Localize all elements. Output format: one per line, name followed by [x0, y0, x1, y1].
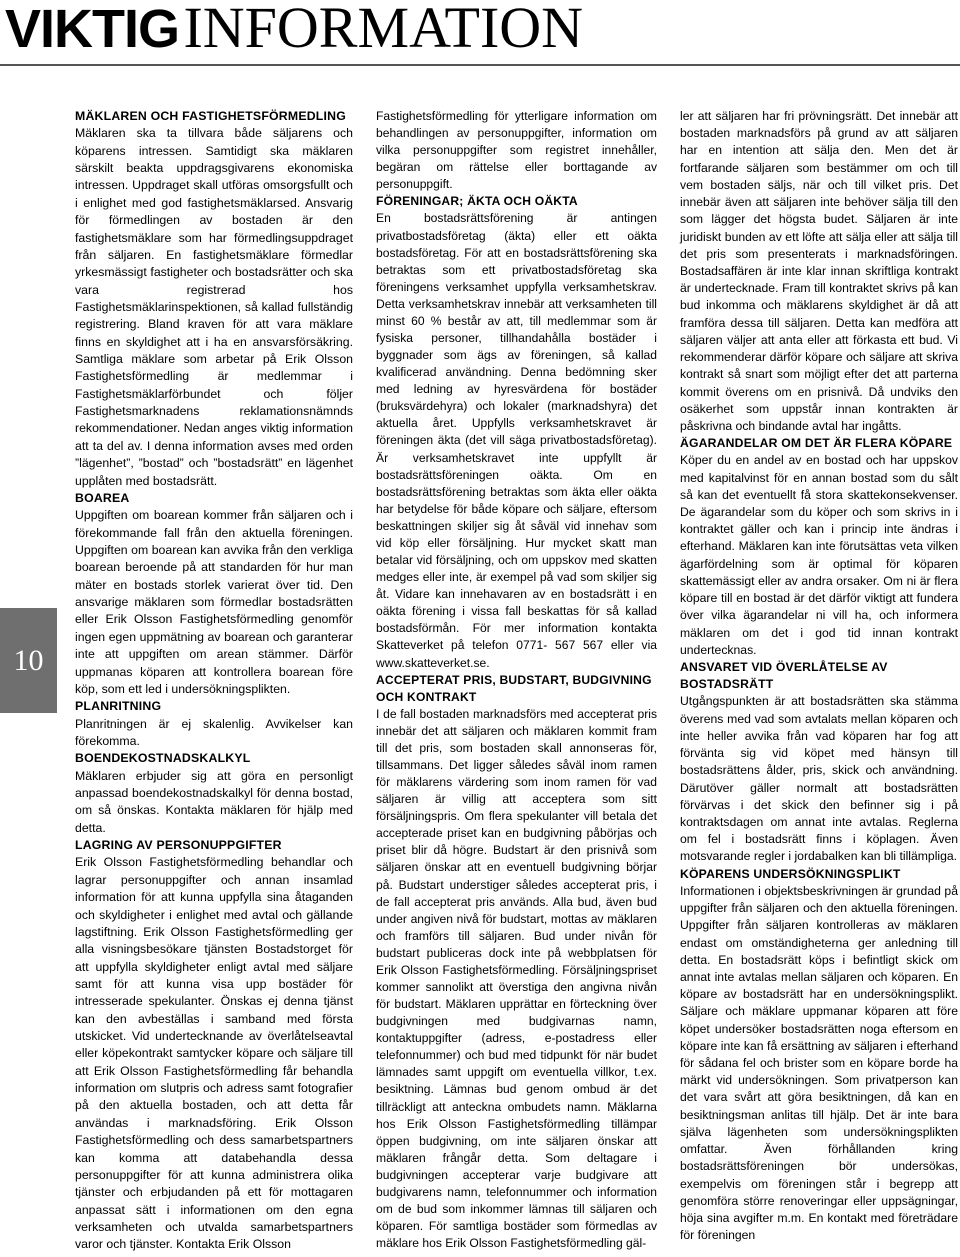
body-paragraph: ler att säljaren har fri prövningsrätt. Det innebär att bostaden marknadsförs på grund av att säljaren har en intention att sälja den. Men det är fortfarande säljaren som bestämmer om och till vem bostaden säljs, när och till vilket pris. Det innebär även att säljaren inte behöver sälja till den som lägger det högsta budet. Säljaren är inte juridiskt bunden av ett löfte att sälja eller att sälja till det pris som presenterats i marknadsföringen. Bostadsaffären är inte klar innan skriftliga kontrakt är undertecknade. Fram till kontraktet skrivs på kan bud inkomma och mäklarens skyldighet är då att framföra dessa till säljaren. Detta kan medföra att säljaren väljer att anta eller att förkasta ett bud. Vi rekommenderar därför köpare och säljare att skriva kontrakt så snart som möjligt efter det att parterna kommit överens om en prisnivå. Då undviks den osäkerhet som uppstår innan kontrakten är påskrivna och bindande avtal har ingåtts.	[680, 109, 958, 433]
body-paragraph: En bostadsrättsförening är antingen privatbostadsföretag (äkta) eller ett oäkta bostadsföretag. För att en bostadsrättsförening ska betraktas som ett privatbostadsföretag ska föreningens verksamhet uppfylla verksamhetskrav. Detta verksamhetskrav innebär att verksamheten till minst 60 % består av att, till medlemmar som är fysiska personer, tillhandahålla bostäder i byggnader som ägs av föreningen, så kallad kvalificerad användning. Denna bedömning sker med ledning av hyresvärdena för bostäder (bruksvärdehyra) och lokaler (marknadshyra) det aktuella året. Uppfylls verksamhetskravet är föreningen äkta (det vill säga privatbostadsföretag). Är verksamhetskravet inte uppfyllt är bostadsrättsföreningen oäkta. Om en bostadsrättsförening betraktas som äkta eller oäkta har betydelse för både köpare och säljare, eftersom beskattningen skiljer sig åt såväl vid innehav som vid köp eller försäljning. Hur mycket skatt man betalar vid försäljning, och om uppskov med skatten medges eller inte, är exempel på vad som skiljer sig åt. Vidare kan innehavaren av en bostadsrätt i en oäkta förening i vissa fall beskattas för så kallad bostadsförmån. För mer information kontakta Skatteverket på telefon 0771- 567 567 eller via www.skatteverket.se.	[376, 211, 657, 670]
body-paragraph: Mäklaren erbjuder sig att göra en personligt anpassad boendekostnadskalkyl för denna bostad, om så önskas. Kontakta mäklaren för hjälp med detta.	[75, 768, 353, 835]
text-column-1	[75, 108, 353, 1254]
body-paragraph: Fastighetsförmedling för ytterligare information om behandlingen av personuppgifter, information om vilka personuppgifter som registret innehåller, begäran om rättelse eller borttagande av personuppgift.	[376, 109, 657, 192]
body-paragraph: Köper du en andel av en bostad och har uppskov med kapitalvinst för en annan bostad som du sålt så kan det eventuellt få stora skattekonsekvenser. De ägarandelar som du köper och som skrivs in i kontraktet gäller och kan i princip inte ändras i efterhand. Mäklaren kan inte förutsättas veta vilken ägarfördelning som är optimal för köparen skattemässigt eller av andra orsaker. Om ni är flera köpare till en bostad är det därför viktigt att fundera över vilka ägarandelar ni vill ha, och informera mäklaren om det i god tid innan kontrakt undertecknas.	[680, 453, 958, 657]
body-paragraph: Planritningen är ej skalenlig. Avvikelser kan förekomma.	[75, 716, 353, 748]
section-heading: BOAREA	[75, 490, 130, 505]
section-heading: ANSVARET VID ÖVERLÅTELSE AV BOSTADSRÄTT	[680, 660, 888, 692]
section-heading: PLANRITNING	[75, 699, 162, 714]
body-paragraph: I de fall bostaden marknadsförs med accepterat pris innebär det att säljaren och mäklaren kommit fram till det pris, som bostaden skall annonseras för, tillsammans. Det ligger således såväl inom ramen för mäklarens värdering som inom ramen för vad säljaren är villig att acceptera som sitt försäljningspris. Om flera spekulanter vill betala det accepterade priset kan en budgivning påbörjas och priset blir då högre. Budstart är den prisnivå som säljaren önskar att en eventuell budgivning börjar på. Budstart understiger således accepterat pris, i de fall accepterat pris används. Alla bud, även bud under angiven nivå för budstart, mottas av mäklaren och framförs till säljaren. Bud under nivån för budstart publiceras dock inte på webbplatsen för Erik Olsson Fastighetsförmedling. Försäljningspriset kommer sannolikt att överstiga den angivna nivån för budstart. Mäklaren upprättar en förteckning över budgivningen med budgivarnas namn, kontaktuppgifter (adress, e-postadress eller telefonnummer) och bud med tidpunkt för när budet lämnades samt uppgift om eventuella villkor, t.ex. besiktning. Lämnas bud genom ombud är det tillräckligt att anteckna ombudets namn. Mäklarna hos Erik Olsson Fastighetsförmedling tillämpar öppen budgivning, om inte säljaren önskar att mäklaren frångår detta. Som deltagare i budgivningen accepterar varje budgivare att budgivarens namn, telefonnummer och information om de bud som inkommer lämnas till säljaren och köparen. För samtliga bostäder som förmedlas av mäklare hos Erik Olsson Fastighetsförmedling gäl-	[376, 706, 657, 1251]
body-paragraph: Informationen i objektsbeskrivningen är grundad på uppgifter från säljaren och den aktuella föreningen. Uppgifter från säljaren kontrolleras av mäklaren endast om omständigheterna ger anledning till detta. En bostadsrätt köps i befintligt skick om annat inte avtalas mellan säljaren och köparen. En köpare av bostadsrätt har en undersökningsplikt. Säljare och mäklare uppmanar köparen att före köpet undersöker bostadsrätten noga eftersom en köpare inte kan få ersättning av säljaren i efterhand för sådana fel och brister som en köpare borde ha märkt vid undersökningen. Som privatperson kan det vara svårt att göra besiktningen, då kan en besiktningsman anlitas till hjälp. Det är inte bara själva lägenheten som undersökningsplikten omfattar. Även förhållanden kring bostadsrättsföreningen bör undersökas, exempelvis om föreningen står i begrepp att genomföra större renoveringar eller uppsägningar, höja sina avgifter m.m. En kontakt med företrädare för föreningen	[680, 883, 958, 1243]
section-heading: KÖPARENS UNDERSÖKNINGSPLIKT	[680, 866, 901, 881]
section-heading: LAGRING AV PERSONUPPGIFTER	[75, 838, 282, 853]
page-header	[0, 0, 960, 62]
body-paragraph: Mäklaren ska ta tillvara både säljarens och köparens intressen. Samtidigt ska mäklaren särskilt beakta uppdragsgivarens ekonomiska intressen. Uppdraget skall utföras omsorgsfullt och i enlighet med god fastighetsmäklarsed. Ansvarig för förmedlingen av bostaden är den fastighetsmäklare som har förmedlingsuppdraget från säljaren. En fastighetsmäklare förmedlar yrkesmässigt fastigheter och bostadsrätter och ska vara registrerad hos Fastighetsmäklarinspektionen, så kallad fullständig registrering. Bland kraven för att vara mäklare finns en skyldighet att i ha en ansvarsförsäkring. Samtliga mäklare som arbetar på Erik Olsson Fastighetsförmedling är medlemmar i Fastighetsmäklarförbundet och följer Fastighetsmarknadens reklamationsnämnds rekommendationer. Nedan anges viktig information att ta del av. I denna information avses med orden ”lägenhet”, ”bostad” och ”bostadsrätt” en lägenhet upplåten med bostadsrätt.	[75, 126, 353, 488]
page-number: 10	[13, 644, 44, 677]
section-heading: BOENDEKOSTNADSKALKYL	[75, 751, 251, 766]
text-column-3	[680, 108, 958, 1244]
title-bold: VIKTIG	[5, 0, 180, 59]
body-paragraph: Uppgiften om boarean kommer från säljaren och i förekommande fall från den aktuella föreningen. Uppgiften om boarean kan avvika från den verkliga boarean beroende på att standarden för hur man mäter en bostads storlek varierat över tid. Den ansvarige mäklaren som förmedlar bostadsrätten eller Erik Olsson Fastighetsförmedling genomför ingen egen uppmätning av boarean och garanterar inte att uppgiften om arean stämmer. Därför uppmanas köparen att kontrollera boarean före köp, som ett led i undersökningsplikten.	[75, 508, 353, 696]
section-heading: FÖRENINGAR; ÄKTA OCH OÄKTA	[376, 194, 578, 209]
header-rule	[0, 64, 960, 66]
text-column-2	[376, 108, 657, 1252]
section-heading: ACCEPTERAT PRIS, BUDSTART, BUDGIVNING OCH KONTRAKT	[376, 672, 652, 704]
body-paragraph: Utgångspunkten är att bostadsrätten ska stämma överens med vad som avtalats mellan köparen och inte heller avvika från vad köparen har fog att förvänta sig vid köpet med hänsyn till bostadsrättens ålder, pris, skick och användning. Därutöver gäller normalt att bostadsrätten förvärvas i det skick den befinner sig i på kontraktsdagen om annat inte avtalas. Reglerna om fel i bostadsrätt finns i köplagen. Även motsvarande regler i jordabalken kan bli tillämpliga.	[680, 694, 958, 864]
section-heading: MÄKLAREN OCH FASTIGHETSFÖRMEDLING	[75, 109, 346, 123]
body-paragraph: Erik Olsson Fastighetsförmedling behandlar och lagrar personuppgifter och annan insamlad information för att kunna uppfylla sina åtaganden och skyldigheter i enlighet med avtal och gällande lagstiftning. Erik Olsson Fastighetsförmedling ger alla visningsbesökare tjänsten Bostadstorget för att uppfylla skyldigheter enligt avtal med säljare samt för att kunna visa upp bostäder för intresserade spekulanter. Önskas ej denna tjänst kan den avbeställas i samband med första utskicket. Vid undertecknande av överlåtelseavtal eller köpekontrakt samtycker köpare och säljare till att Erik Olsson Fastighetsförmedling får behandla information om slutpris och adress samt fotografier på den aktuella bostaden, och att detta får användas i marknadsföring. Erik Olsson Fastighetsförmedling och dess samarbetspartners kan komma att databehandla dessa personuppgifter för att kunna administrera olika tjänster och erbjudanden på ett för mottagaren anpassat sätt i informationen om den egna verksamheten och utvalda samarbetspartners varor och tjänster. Kontakta Erik Olsson	[75, 855, 353, 1252]
title-serif: INFORMATION	[183, 0, 584, 60]
page-number-tab	[0, 608, 57, 713]
section-heading: ÄGARANDELAR OM DET ÄR FLERA KÖPARE	[680, 436, 953, 451]
